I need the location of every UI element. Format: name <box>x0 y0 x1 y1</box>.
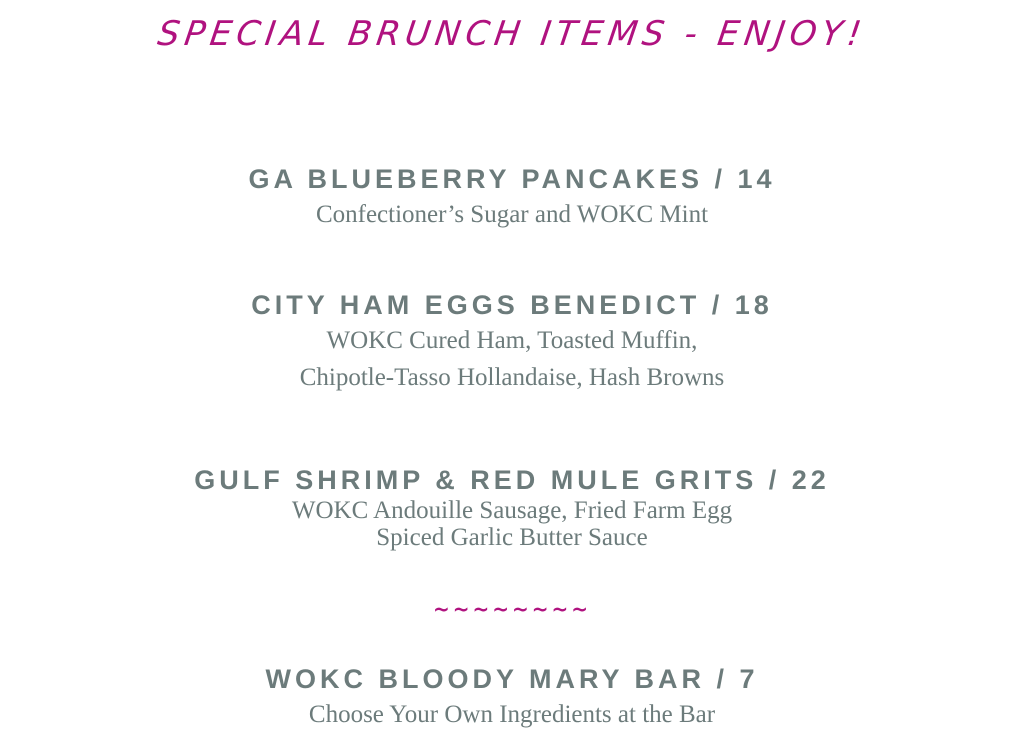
menu-item-bloody-mary <box>0 662 1024 733</box>
menu-item-pancakes <box>0 162 1024 233</box>
menu-item-title: GA BLUEBERRY PANCAKES / 14 <box>248 164 776 194</box>
menu-item-description: WOKC Andouille Sausage, Fried Farm Egg <box>291 497 733 524</box>
menu-item-title: WOKC BLOODY MARY BAR / 7 <box>265 664 759 694</box>
menu-banner: SPECIAL BRUNCH ITEMS - ENJOY! <box>155 14 869 54</box>
menu-item-description: Spiced Garlic Butter Sauce <box>376 524 648 551</box>
menu-item-benedict <box>0 288 1024 396</box>
menu-item-description: Confectioner’s Sugar and WOKC Mint <box>315 201 709 228</box>
menu-item-description: Chipotle-Tasso Hollandaise, Hash Browns <box>299 364 725 391</box>
menu-item-title: CITY HAM EGGS BENEDICT / 18 <box>251 290 773 320</box>
menu-item-shrimp-grits <box>0 463 1024 551</box>
menu-item-title: GULF SHRIMP & RED MULE GRITS / 22 <box>194 465 830 495</box>
menu-item-description: Choose Your Own Ingredients at the Bar <box>308 701 716 728</box>
section-divider: ~~~~~~~~ <box>432 597 592 621</box>
menu-item-description: WOKC Cured Ham, Toasted Muffin, <box>326 327 698 354</box>
